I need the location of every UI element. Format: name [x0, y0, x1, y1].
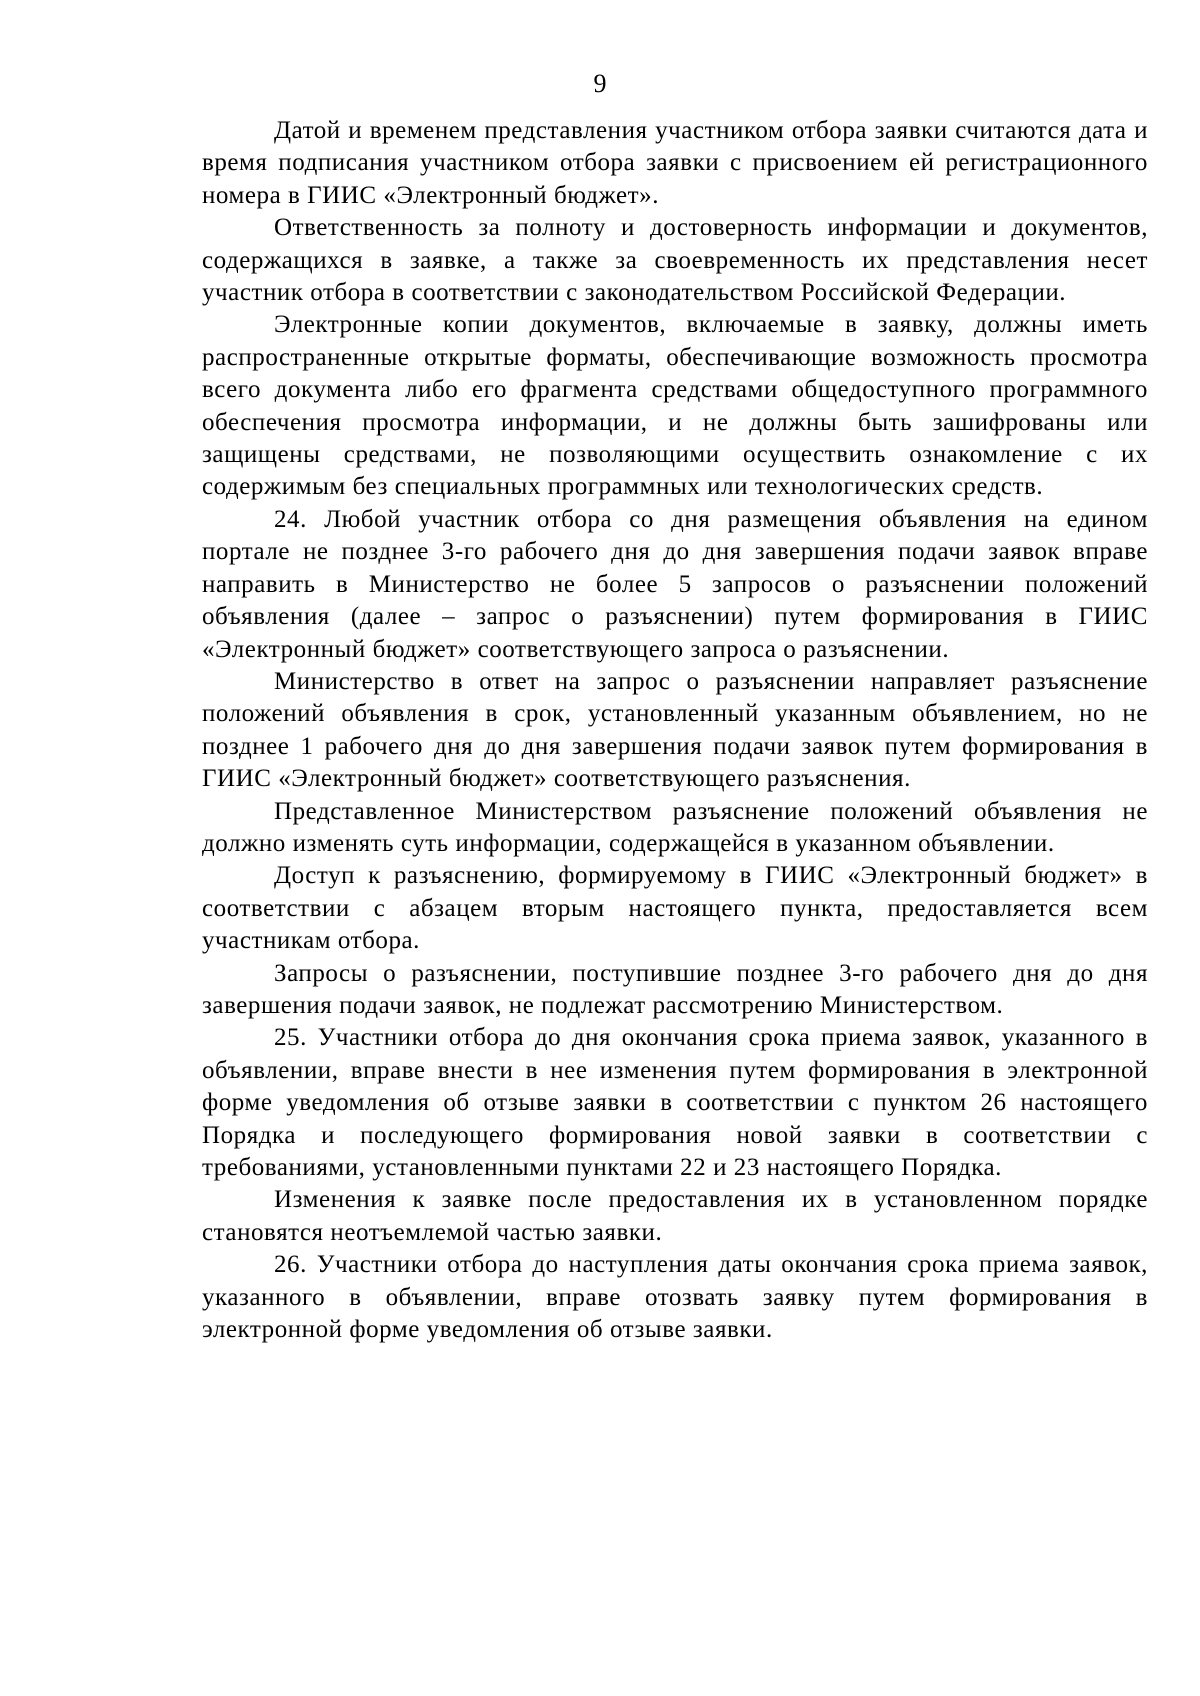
paragraph-late-requests: Запросы о разъяснении, поступившие позднее 3-го рабочего дня до дня завершения подачи заявок, не подлежат рассмотрению Министерством.: [202, 959, 1148, 1019]
paragraph-explanation-content: Представленное Министерством разъяснение положений объявления не должно изменять суть информации, содержащейся в указанном объявлении.: [202, 797, 1148, 857]
paragraph-electronic-copies: Электронные копии документов, включаемые в заявку, должны иметь распространенные открытые форматы, обеспечивающие возможность просмотра всего документа либо его фрагмента средствами общедоступного программного обеспечения просмотра информации, и не должны быть зашифрованы или защищены средствами, не позволяющими осуществить ознакомление с их содержимым без специальных программных или технологических средств.: [202, 311, 1148, 501]
paragraph-clause-26: 26. Участники отбора до наступления даты окончания срока приема заявок, указанного в объявлении, вправе отозвать заявку путем формирования в электронной форме уведомления об отзыве заявки.: [202, 1251, 1148, 1344]
paragraph-clause-25: 25. Участники отбора до дня окончания срока приема заявок, указанного в объявлении, вправе внести в нее изменения путем формирования в электронной форме уведомления об отзыве заявки в соответствии с пунктом 26 настоящего Порядка и последующего формирования новой заявки в соответствии с требованиями, установленными пунктами 22 и 23 настоящего Порядка.: [202, 1024, 1148, 1181]
paragraph-explanation-access: Доступ к разъяснению, формируемому в ГИИС «Электронный бюджет» в соответствии с абзацем вторым настоящего пункта, предоставляется всем участникам отбора.: [202, 862, 1148, 955]
paragraph-changes-part-of-application: Изменения к заявке после предоставления их в установленном порядке становятся неотъемлемой частью заявки.: [202, 1186, 1148, 1246]
page-number: 9: [593, 69, 607, 98]
paragraph-responsibility: Ответственность за полноту и достоверность информации и документов, содержащихся в заявке, а также за своевременность их представления несет участник отбора в соответствии с законодательством Российской Федерации.: [202, 214, 1148, 307]
paragraph-ministry-response: Министерство в ответ на запрос о разъяснении направляет разъяснение положений объявления в срок, установленный указанным объявлением, но не позднее 1 рабочего дня до дня завершения подачи заявок путем формирования в ГИИС «Электронный бюджет» соответствующего разъяснения.: [202, 667, 1148, 793]
paragraph-submission-datetime: Датой и временем представления участником отбора заявки считаются дата и время подписания участником отбора заявки с присвоением ей регистрационного номера в ГИИС «Электронный бюджет».: [202, 117, 1148, 209]
document-body: [202, 115, 1148, 1346]
paragraph-clause-24: 24. Любой участник отбора со дня размещения объявления на едином портале не позднее 3-го рабочего дня до дня завершения подачи заявок вправе направить в Министерство не более 5 запросов о разъяснении положений объявления (далее – запрос о разъяснении) путем формирования в ГИИС «Электронный бюджет» соответствующего запроса о разъяснении.: [202, 505, 1148, 663]
